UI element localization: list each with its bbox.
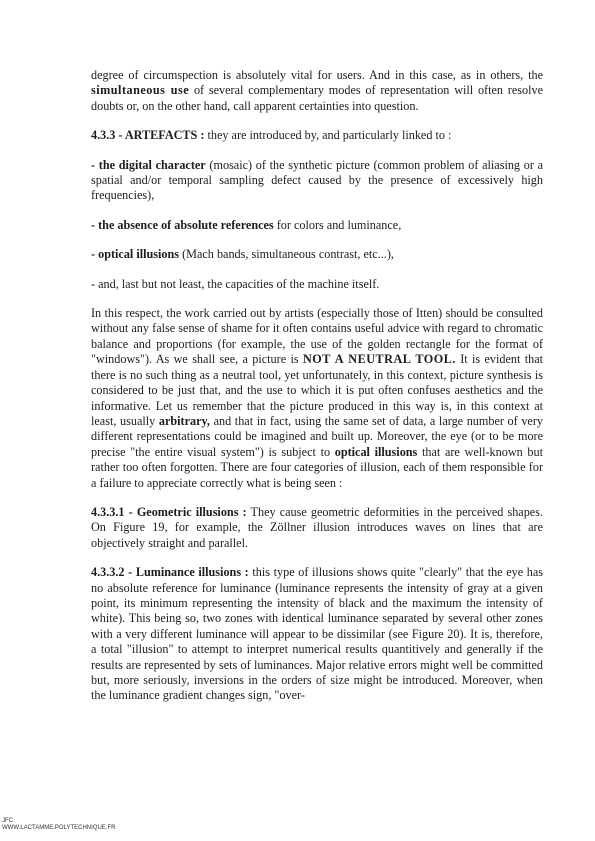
text-run: and that in fact, using the same set of data, a large number of very different representations could be imagined and built up. Moreover, the eye (or to be more precise "the entire visual system") is subject to xyxy=(91,413,543,459)
section-text: They cause geometric deformities in the perceived shapes. On Figure 19, for example, the Zöllner illusion introduces waves on lines that are objectively straight and parallel. xyxy=(91,504,544,550)
section-heading-artefacts: 4.3.3 - ARTEFACTS : xyxy=(91,128,205,143)
geometric-illusions-section xyxy=(91,505,543,551)
list-item-lead: - the digital character xyxy=(91,157,206,172)
emphasis-not-a-neutral-tool: NOT A NEUTRAL TOOL. xyxy=(302,352,456,367)
text-run: of several complementary modes of representation will often resolve doubts or, on the other hand, call apparent certainties into question. xyxy=(91,83,543,113)
intro-paragraph xyxy=(91,68,543,114)
luminance-illusions-section xyxy=(91,565,543,704)
respect-paragraph xyxy=(91,306,543,491)
source-stamp xyxy=(2,818,115,832)
list-item-lead: - optical illusions xyxy=(91,247,180,262)
emphasis-simultaneous-use: simultaneous use xyxy=(91,83,190,98)
list-item-optical-illusions xyxy=(91,247,543,262)
document-page xyxy=(91,68,543,718)
list-item-digital-character xyxy=(91,158,543,204)
section-text: this type of illusions shows quite "clearly" that the eye has no absolute reference for luminance (luminance represents the intensity of gray at a given point, its minimum representing the intensity of black and the maximum the intensity of white). This being so, two zones with identical luminance separated by several other zones with a very different luminance will appear to be dissimilar (see Figure 20). It is, therefore, a total "illusion" to attempt to interpret numerical results quantitively and generally if the results are represented by sets of luminances. Major relative errors might well be committed but, more seriously, inversions in the orders of size might be introduced. Moreover, when the luminance gradient changes sign, "over- xyxy=(91,565,543,703)
emphasis-optical-illusions: optical illusions xyxy=(334,444,418,459)
section-heading-geometric: 4.3.3.1 - Geometric illusions : xyxy=(91,504,247,519)
list-item-machine-capacities xyxy=(91,277,543,292)
text-run: It is evident that there is no such thing as a neutral tool, yet unfortunately, in this context, picture synthesis is considered to be just that, and the use to which it is put often confuses aesthetics and the informative. Let us remember that the picture produced in this way is, in this context at least, usually xyxy=(91,352,543,428)
list-item-text: (Mach bands, simultaneous contrast, etc...), xyxy=(179,247,394,262)
list-item-absolute-references xyxy=(91,218,543,233)
artefacts-section xyxy=(91,128,543,143)
stamp-line: WWW.LACTAMME.POLYTECHNIQUE.FR xyxy=(2,825,116,831)
section-intro-text: they are introduced by, and particularly linked to : xyxy=(204,128,452,143)
list-item-text: - and, last but not least, the capacities of the machine itself. xyxy=(91,276,380,291)
emphasis-arbitrary: arbitrary, xyxy=(158,413,210,428)
list-item-lead: - the absence of absolute references xyxy=(91,217,274,232)
list-item-text: (mosaic) of the synthetic picture (common problem of aliasing or a spatial and/or temporal sampling defect caused by the presence of excessively high frequencies), xyxy=(91,157,543,203)
stamp-line: JFC xyxy=(2,818,13,824)
list-item-text: for colors and luminance, xyxy=(273,217,402,232)
text-run: that are well-known but rather too often forgotten. There are four categories of illusion, each of them responsible for a failure to appreciate correctly what is being seen : xyxy=(91,444,543,490)
text-run: degree of circumspection is absolutely vital for users. And in this case, as in others, the xyxy=(91,68,543,82)
text-run: In this respect, the work carried out by artists (especially those of Itten) should be consulted without any false sense of shame for it often contains useful advice with regard to chromatic balance and proportions (for example, the use of the golden rectangle for the format of "windows"). As we shall see, a picture is xyxy=(91,306,543,367)
section-heading-luminance: 4.3.3.2 - Luminance illusions : xyxy=(91,565,249,580)
